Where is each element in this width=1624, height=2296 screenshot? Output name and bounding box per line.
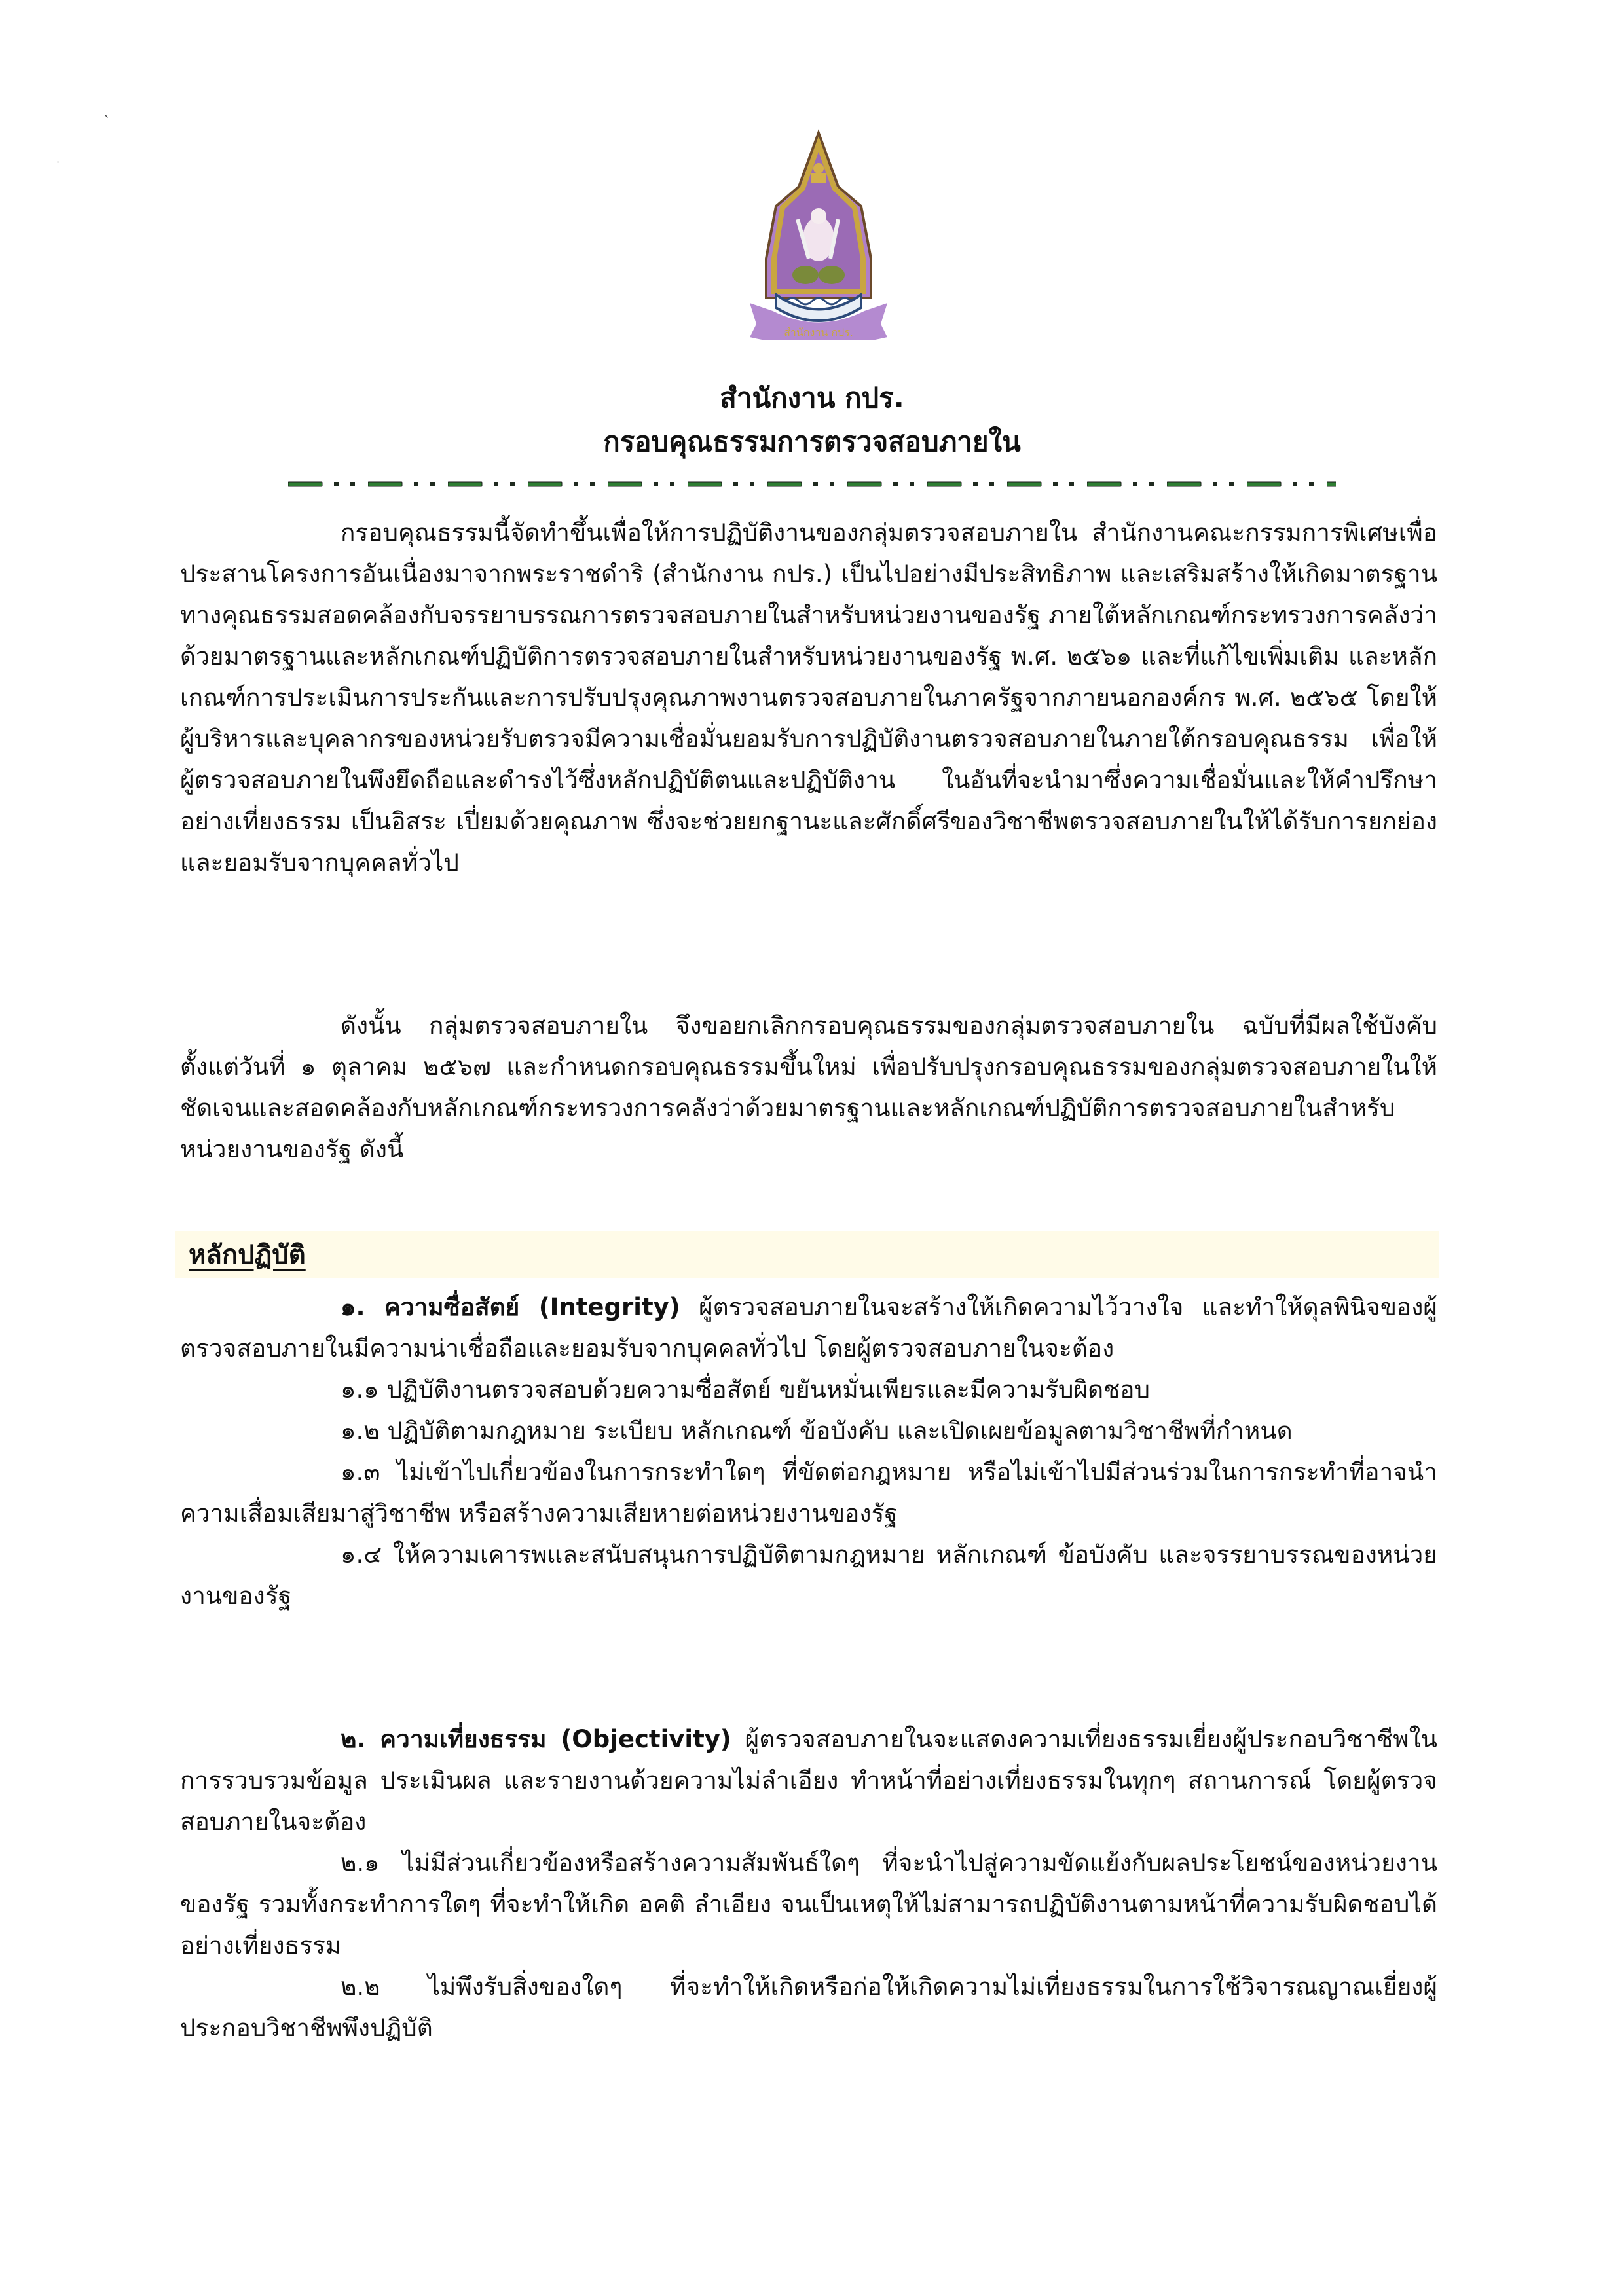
scan-mark: ˎ <box>103 101 111 118</box>
emblem-icon <box>747 128 891 340</box>
principle-title: ๒. ความเที่ยงธรรม (Objectivity) <box>341 1725 731 1753</box>
principle-intro <box>180 1719 1437 1842</box>
subitem: ๑.๑ ปฏิบัติงานตรวจสอบด้วยความซื่อสัตย์ ขยันหมั่นเพียรและมีความรับผิดชอบ <box>341 1376 1150 1404</box>
intro-paragraph-2 <box>180 1005 1437 1170</box>
principle-integrity <box>180 1286 1437 1616</box>
subitem: ๒.๒ ไม่พึงรับสิ่งของใดๆ ที่จะทำให้เกิดหรือก่อให้เกิดความไม่เที่ยงธรรมในการใช้วิจารณญาณเยี่ยงผู้ประกอบวิชาชีพพึงปฏิบัติ <box>180 1973 1437 2042</box>
intro-paragraph-1 <box>180 512 1437 883</box>
principle-title: ๑. ความซื่อสัตย์ (Integrity) <box>341 1293 680 1321</box>
scan-mark: · <box>56 156 60 168</box>
subitem: ๑.๓ ไม่เข้าไปเกี่ยวข้องในการกระทำใดๆ ที่ขัดต่อกฎหมาย หรือไม่เข้าไปมีส่วนร่วมในการกระทำที่อาจนำความเสื่อมเสียมาสู่วิชาชีพ หรือสร้างความเสียหายต่อหน่วยงานของรัฐ <box>180 1458 1437 1527</box>
intro-text-2: ดังนั้น กลุ่มตรวจสอบภายใน จึงขอยกเลิกกรอบคุณธรรมของกลุ่มตรวจสอบภายใน ฉบับที่มีผลใช้บังคับ ตั้งแต่วันที่ ๑ ตุลาคม ๒๕๖๗ และกำหนดกรอบคุณธรรมขึ้นใหม่ เพื่อปรับปรุงกรอบคุณธรรมของกลุ่มตรวจสอบภายในให้ชัดเจนและสอดคล้องกับหลักเกณฑ์กระทรวงการคลังว่าด้วยมาตรฐานและหลักเกณฑ์ปฏิบัติการตรวจสอบภายในสำหรับหน่วยงานของรัฐ ดังนี้ <box>180 1011 1437 1163</box>
title-divider <box>288 480 1336 488</box>
principle-text: ผู้ตรวจสอบภายในจะแสดงความเที่ยงธรรมเยี่ยงผู้ประกอบวิชาชีพในการรวบรวมข้อมูล ประเมินผล และรายงานด้วยความไม่ลำเอียง ทำหน้าที่อย่างเที่ยงธรรมในทุกๆ สถานการณ์ โดยผู้ตรวจสอบภายในจะต้อง <box>180 1725 1437 1836</box>
principle-objectivity <box>180 1719 1437 2049</box>
intro-text-1: กรอบคุณธรรมนี้จัดทำขึ้นเพื่อให้การปฏิบัติงานของกลุ่มตรวจสอบภายใน สำนักงานคณะกรรมการพิเศษเพื่อประสานโครงการอันเนื่องมาจากพระราชดำริ (สำนักงาน กปร.) เป็นไปอย่างมีประสิทธิภาพ และเสริมสร้างให้เกิดมาตรฐานทางคุณธรรมสอดคล้องกับจรรยาบรรณการตรวจสอบภายในสำหรับหน่วยงานของรัฐ ภายใต้หลักเกณฑ์กระทรวงการคลังว่าด้วยมาตรฐานและหลักเกณฑ์ปฏิบัติการตรวจสอบภายในสำหรับหน่วยงานของรัฐ พ.ศ. ๒๕๖๑ และที่แก้ไขเพิ่มเติม และหลักเกณฑ์การประเมินการประกันและการปรับปรุงคุณภาพงานตรวจสอบภายในภาครัฐจากภายนอกองค์กร พ.ศ. ๒๕๖๕ โดยให้ผู้บริหารและบุคลากรของหน่วยรับตรวจมีความเชื่อมั่นยอมรับการปฏิบัติงานตรวจสอบภายในภายใต้กรอบคุณธรรม เพื่อให้ผู้ตรวจสอบภายในพึงยึดถือและดำรงไว้ซึ่งหลักปฏิบัติตนและปฏิบัติงาน ในอันที่จะนำมาซึ่งความเชื่อมั่นและให้คำปรึกษาอย่างเที่ยงธรรม เป็นอิสระ เปี่ยมด้วยคุณภาพ ซึ่งจะช่วยยกฐานะและศักดิ์ศรีของวิชาชีพตรวจสอบภายในให้ได้รับการยกย่องและยอมรับจากบุคคลทั่วไป <box>180 519 1437 877</box>
subitem: ๒.๑ ไม่มีส่วนเกี่ยวข้องหรือสร้างความสัมพันธ์ใดๆ ที่จะนำไปสู่ความขัดแย้งกับผลประโยชน์ของหน่วยงานของรัฐ รวมทั้งกระทำการใดๆ ที่จะทำให้เกิด อคติ ลำเอียง จนเป็นเหตุให้ไม่สามารถปฏิบัติงานตามหน้าที่ความรับผิดชอบได้อย่างเที่ยงธรรม <box>180 1849 1437 1959</box>
heading-highlight <box>175 1231 1439 1278</box>
subitem: ๑.๔ ให้ความเคารพและสนับสนุนการปฏิบัติตามกฎหมาย หลักเกณฑ์ ข้อบังคับ และจรรยาบรรณของหน่วยงานของรัฐ <box>180 1540 1437 1610</box>
principle-intro <box>180 1286 1437 1369</box>
section-heading-principles: หลักปฏิบัติ <box>189 1240 306 1270</box>
office-name: สำนักงาน กปร. <box>720 382 904 414</box>
document-title: กรอบคุณธรรมการตรวจสอบภายใน <box>603 426 1021 458</box>
office-emblem <box>747 128 891 340</box>
principle-text: ผู้ตรวจสอบภายในจะสร้างให้เกิดความไว้วางใจ และทำให้ดุลพินิจของผู้ตรวจสอบภายในมีความน่าเชื่อถือและยอมรับจากบุคคลทั่วไป โดยผู้ตรวจสอบภายในจะต้อง <box>180 1293 1437 1362</box>
subitem: ๑.๒ ปฏิบัติตามกฎหมาย ระเบียบ หลักเกณฑ์ ข้อบังคับ และเปิดเผยข้อมูลตามวิชาชีพที่กำหนด <box>341 1417 1293 1445</box>
svg-text:สำนักงาน กปร.: สำนักงาน กปร. <box>784 326 853 338</box>
